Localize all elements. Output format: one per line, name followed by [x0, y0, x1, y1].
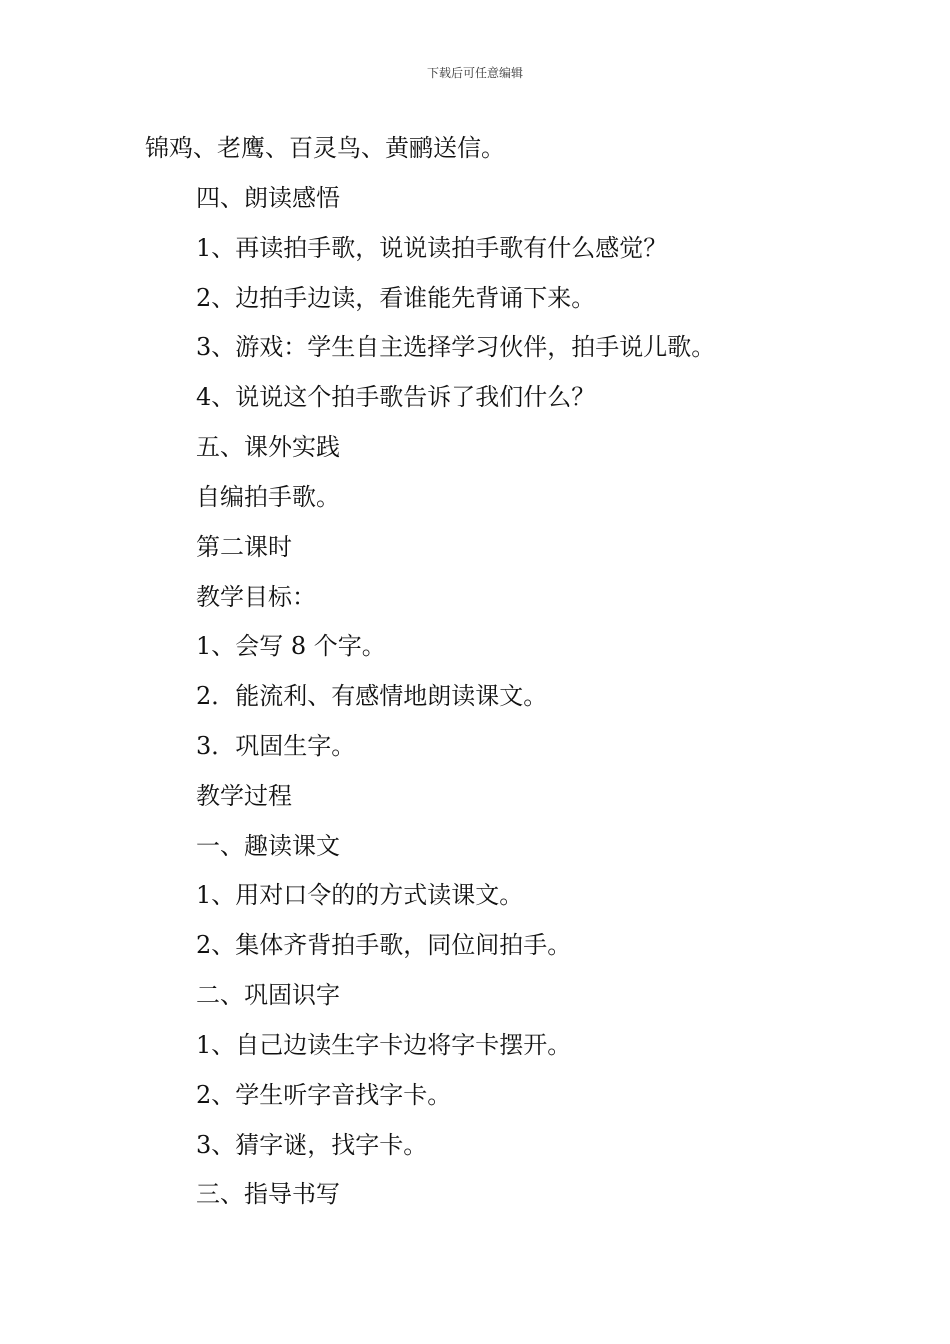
text-line: 2、学生听字音找字卡。	[196, 1081, 452, 1109]
text-line: 锦鸡、老鹰、百灵鸟、黄鹂送信。	[145, 134, 505, 162]
text-line: 1、自己边读生字卡边将字卡摆开。	[196, 1031, 572, 1059]
text-line: 4、说说这个拍手歌告诉了我们什么？	[196, 383, 596, 411]
text-line: 3．巩固生字。	[196, 732, 356, 760]
section-heading: 三、指导书写	[196, 1180, 340, 1208]
section-heading: 五、课外实践	[196, 433, 340, 461]
section-heading: 教学目标：	[196, 583, 316, 611]
section-heading: 二、巩固识字	[196, 981, 340, 1009]
text-line: 3、猜字谜，找字卡。	[196, 1131, 428, 1159]
section-heading: 第二课时	[196, 533, 292, 561]
text-line: 2．能流利、有感情地朗读课文。	[196, 682, 548, 710]
section-heading: 教学过程	[196, 782, 292, 810]
text-line: 2、边拍手边读，看谁能先背诵下来。	[196, 284, 596, 312]
section-heading: 一、趣读课文	[196, 832, 340, 860]
text-line: 3、游戏：学生自主选择学习伙伴，拍手说儿歌。	[196, 333, 716, 361]
text-line: 1、再读拍手歌，说说读拍手歌有什么感觉？	[196, 234, 668, 262]
text-line: 自编拍手歌。	[196, 483, 340, 511]
text-line: 1、用对口令的的方式读课文。	[196, 881, 524, 909]
text-line: 1、会写 8 个字。	[196, 632, 386, 660]
text-line: 2、集体齐背拍手歌，同位间拍手。	[196, 931, 572, 959]
section-heading: 四、朗读感悟	[196, 184, 340, 212]
page-header: 下载后可任意编辑	[426, 66, 523, 80]
